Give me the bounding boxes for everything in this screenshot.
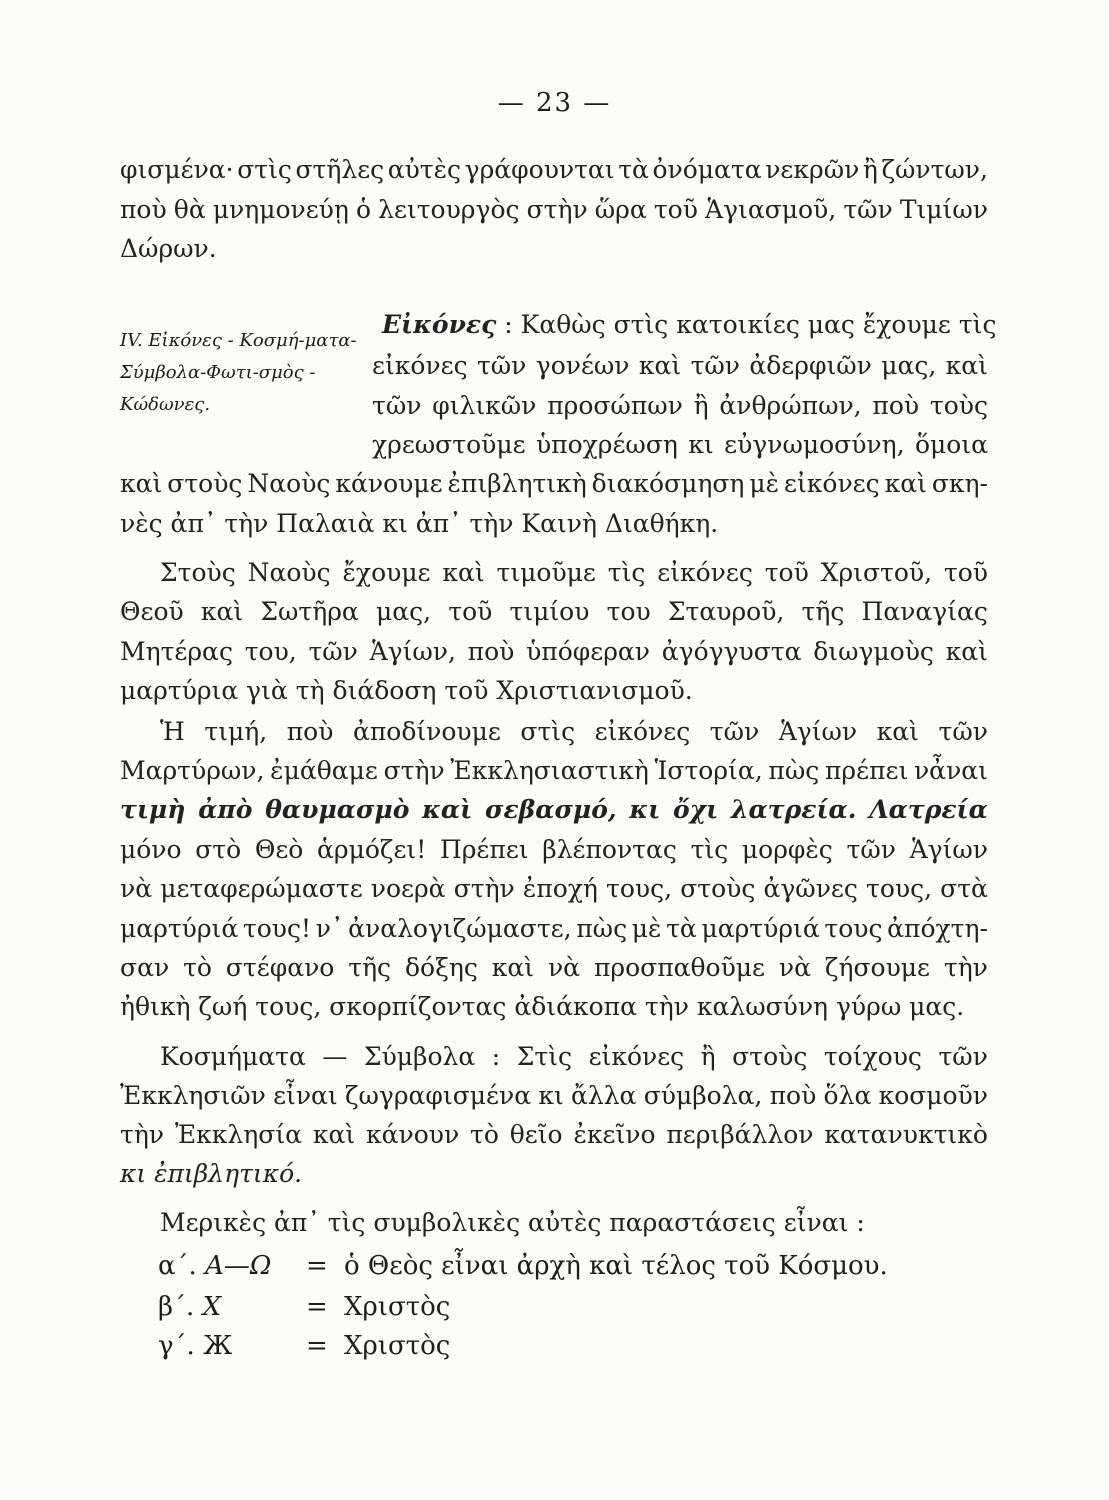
word: Τιμίων — [899, 195, 988, 224]
list-item-sym: Χ — [202, 1292, 222, 1322]
word: στοὺς — [167, 469, 243, 498]
word: ἀπόχτη- — [887, 914, 988, 943]
list-item-meaning: Χριστὸς — [344, 1292, 451, 1322]
word: Ἱστορία, — [654, 756, 763, 785]
word: Χριστοῦ, — [820, 558, 933, 587]
text-line — [120, 1079, 988, 1113]
word: προσπαθοῦμε — [593, 953, 766, 982]
word: ζήσουμε — [824, 953, 930, 982]
word: τιμή, — [204, 717, 268, 746]
word: τοῦ — [943, 558, 988, 587]
word: μνημονεύῃ — [212, 195, 349, 224]
word: ζωγραφισμένα — [344, 1081, 532, 1110]
word: Ἐκκλησιῶν — [120, 1081, 266, 1110]
word: τιμίου — [509, 597, 590, 626]
text-line — [120, 872, 988, 906]
word: τιμὴ — [120, 795, 186, 824]
word: ἀποδίνουμε — [352, 717, 501, 746]
word: Θεοῦ — [120, 597, 184, 626]
word: ποὺ — [467, 637, 515, 666]
word: τῶν — [846, 835, 896, 864]
word: μεταφερώμαστε — [160, 874, 363, 903]
word: ν᾽ — [315, 914, 344, 943]
word: τὶς — [607, 558, 646, 587]
equals-sign: = — [306, 1292, 328, 1322]
side-note: IV. Εἰκόνες - Κοσμή-ματα-Σύμβολα-Φωτι-σμὸς - Κώδωνες. — [120, 330, 357, 415]
word: στὶς — [237, 155, 292, 184]
word: καὶ — [120, 469, 163, 498]
word: πὼς — [576, 914, 628, 943]
text-line: μαρτύρια γιὰ τὴ διάδοση τοῦ Χριστιανισμοῦ. — [120, 676, 693, 705]
word: λειτουργὸς — [378, 195, 520, 224]
word: νοερὰ — [370, 874, 446, 903]
word: τῶν — [372, 391, 422, 420]
word: τους, — [606, 874, 673, 903]
word: γράφουνται — [464, 155, 615, 184]
word: κατανυκτικὸ — [824, 1120, 988, 1149]
text-line: νὲς ἀπ᾽ τὴν Παλαιὰ κι ἀπ᾽ τὴν Καινὴ Διαθήκη. — [120, 509, 719, 538]
list-item-symbol — [158, 1289, 306, 1325]
word: τὸ — [183, 953, 212, 982]
text-line — [120, 193, 988, 227]
word: Ἐκκλησιαστικὴ — [450, 756, 649, 785]
word: τῶν — [308, 637, 358, 666]
word: τῆς — [348, 953, 392, 982]
word: σύμβολα, — [643, 1081, 763, 1110]
word: — — [322, 1042, 348, 1071]
word: εἶναι — [273, 1081, 338, 1110]
word: καὶ — [312, 1120, 356, 1149]
word: βλέποντας — [542, 835, 677, 864]
word: Μαρτύρων, — [120, 756, 265, 785]
word: μας, — [881, 351, 937, 380]
word: στὴν — [526, 195, 588, 224]
word: ἀγῶνες — [763, 874, 858, 903]
word: Ἡ — [160, 717, 185, 746]
word: τοῦ — [764, 558, 809, 587]
word: τους — [824, 914, 883, 943]
word: Κοσμήματα — [160, 1042, 306, 1071]
text-line — [120, 595, 988, 629]
word: Παναγίας — [861, 597, 988, 626]
word: τὴν — [943, 953, 988, 982]
word: Μητέρας — [120, 637, 233, 666]
word: περιβάλλον — [666, 1120, 814, 1149]
word: μαρτύριά — [701, 914, 820, 943]
word: : — [491, 1042, 501, 1071]
word: εἰκόνες — [372, 351, 468, 380]
list-item — [158, 1328, 450, 1364]
word: δόξης — [404, 953, 478, 982]
word: εἰκόνες — [594, 717, 691, 746]
word: ἢ — [862, 155, 878, 184]
word: ὑποχρέωση — [535, 430, 678, 459]
word: ἀπὸ — [198, 795, 253, 824]
word: μας, — [375, 597, 432, 626]
word: ἀγόγγυστα — [661, 637, 802, 666]
word: ποὺ — [872, 391, 920, 420]
word: ἐμάθαμε — [270, 756, 378, 785]
word: ἀδερφιῶν — [749, 351, 872, 380]
text-line — [160, 715, 988, 749]
word: ὅλα — [823, 1081, 872, 1110]
word: αὐτὲς — [387, 155, 462, 184]
word: Σταυροῦ, — [667, 597, 785, 626]
word: ἀναλογιζώμαστε, — [348, 914, 572, 943]
word: ἔχουμε — [342, 558, 431, 587]
word: σκη- — [931, 469, 988, 498]
text-line — [120, 153, 988, 187]
word: τὸ — [470, 1120, 499, 1149]
word: ποὺ — [769, 1081, 817, 1110]
equals-sign: = — [306, 1251, 328, 1281]
word: ὥρα — [594, 195, 647, 224]
word: μορφὲς — [741, 835, 833, 864]
word: εἰκόνες — [657, 558, 753, 587]
word: ἐκεῖνο — [573, 1120, 656, 1149]
list-item — [158, 1248, 888, 1284]
word: τῶν — [843, 195, 893, 224]
word: στῆλες — [295, 155, 385, 184]
text-line: Δώρων. — [120, 234, 217, 263]
word: νἆναι — [913, 756, 988, 785]
word: λατρεία. — [731, 795, 857, 824]
word: πρέπει — [824, 756, 909, 785]
text-line — [120, 912, 988, 946]
word: Ἁγιασμοῦ, — [705, 195, 837, 224]
word: μὲ — [749, 469, 780, 498]
word: ἐπιβλητικὴ — [447, 469, 587, 498]
text-line — [120, 1118, 988, 1152]
word: Ναοὺς — [247, 558, 331, 587]
word: ὁ — [355, 195, 372, 224]
word: θεῖο — [509, 1120, 563, 1149]
word: τους, — [865, 874, 933, 903]
word: στοὺς — [732, 1042, 808, 1071]
word: Σωτῆρα — [260, 597, 359, 626]
word: ζώντων, — [881, 155, 988, 184]
word: Ἁγίων — [909, 835, 988, 864]
word: σαν — [120, 953, 170, 982]
word: τῶν — [476, 351, 527, 380]
word: Στοὺς — [160, 558, 236, 587]
word: νεκρῶν — [765, 155, 860, 184]
text-line: ἠθικὴ ζωή τους, σκορπίζοντας ἀδιάκοπα τὴν καλωσύνη γύρω μας. — [120, 992, 965, 1021]
list-item-sym: Ж — [203, 1331, 233, 1361]
text-line — [160, 1040, 988, 1074]
word: φιλικῶν — [432, 391, 537, 420]
word: νὰ — [547, 953, 581, 982]
word: Ἐκκλησία — [174, 1120, 303, 1149]
word: καὶ — [945, 351, 988, 380]
text-line — [372, 428, 988, 462]
word: σεβασμό, — [485, 795, 617, 824]
word: ἢ — [700, 1042, 716, 1071]
word: ποὺ — [286, 717, 334, 746]
word: καὶ — [638, 351, 682, 380]
word: καὶ — [200, 597, 244, 626]
word: τὰ — [666, 914, 697, 943]
word: νὰ — [778, 953, 812, 982]
word: τοῦ — [448, 597, 493, 626]
word: θὰ — [173, 195, 206, 224]
word: τῆς — [801, 597, 845, 626]
text-line — [120, 754, 988, 788]
word: μόνο — [120, 835, 182, 864]
word: Θεὸ — [254, 835, 304, 864]
word: Ναοὺς — [247, 469, 331, 498]
word: του — [606, 597, 651, 626]
text-line — [120, 635, 988, 669]
word: ὄχι — [673, 795, 719, 824]
list-item-symbol — [158, 1248, 306, 1284]
word: τοὺς — [929, 391, 988, 420]
word: προσώπων — [547, 391, 683, 420]
word: πὼς — [768, 756, 820, 785]
word: στὴν — [383, 756, 445, 785]
word: καὶ — [945, 637, 988, 666]
text-line — [160, 556, 988, 590]
word: εἰκόνες — [784, 469, 880, 498]
word: ὅμοια — [914, 430, 988, 459]
text-line — [120, 833, 988, 867]
text-line — [120, 951, 988, 985]
word: εἰκόνες — [588, 1042, 685, 1071]
word: τὰ — [618, 155, 649, 184]
word: στὸ — [195, 835, 242, 864]
word: κι — [538, 1081, 564, 1110]
word: καὶ — [876, 717, 919, 746]
word: στοὺς — [680, 874, 756, 903]
list-item-number: α΄. — [158, 1251, 197, 1281]
list-item — [158, 1289, 450, 1325]
list-item-meaning: Χριστὸς — [344, 1331, 451, 1361]
word: καὶ — [884, 469, 927, 498]
word: καὶ — [442, 558, 485, 587]
word: ἢ — [693, 391, 709, 420]
word: τιμοῦμε — [496, 558, 596, 587]
word: στὴν — [453, 874, 515, 903]
list-item-number: β΄. — [158, 1292, 195, 1322]
word: φισμένα· — [120, 155, 234, 184]
text-line-emphasis — [120, 793, 988, 827]
word: στὶς — [520, 717, 576, 746]
word: τὶς — [690, 835, 729, 864]
word: ἀνθρώπων, — [719, 391, 862, 420]
word: τῶν — [938, 717, 988, 746]
text-line — [382, 308, 997, 342]
word: διακόσμηση — [591, 469, 745, 498]
word: ἐποχή — [522, 874, 598, 903]
word: χρεωστοῦμε — [372, 430, 526, 459]
word: ὑπόφεραν — [526, 637, 651, 666]
word: ὀνόματα — [652, 155, 762, 184]
text-span: : Καθὼς στὶς κατοικίες μας ἔχουμε τὶς — [504, 310, 997, 339]
word: εὐγνωμοσύνη, — [724, 430, 905, 459]
word: κοσμοῦν — [878, 1081, 988, 1110]
word: τὴν — [120, 1120, 165, 1149]
word: τῶν — [938, 1042, 988, 1071]
text-line — [120, 467, 988, 501]
word: του, — [244, 637, 297, 666]
text-line — [372, 349, 988, 383]
word: καὶ — [491, 953, 535, 982]
word: Πρέπει — [439, 835, 529, 864]
text-line: κι ἐπιβλητικό. — [120, 1159, 303, 1188]
word: τῶν — [709, 717, 760, 746]
word: θαυμασμὸ — [265, 795, 410, 824]
page-number: — 23 — — [497, 88, 612, 118]
list-item-number: γ΄. — [158, 1331, 195, 1361]
list-item-meaning: ὁ Θεὸς εἶναι ἀρχὴ καὶ τέλος τοῦ Κόσμου. — [344, 1251, 888, 1281]
word: κάνουμε — [335, 469, 443, 498]
word: κι — [688, 430, 714, 459]
word: Σύμβολα — [363, 1042, 476, 1071]
section-heading: Εἰκόνες — [382, 310, 497, 339]
word: νὰ — [120, 874, 153, 903]
word: κάνουν — [366, 1120, 460, 1149]
word: Ἁγίων — [778, 717, 858, 746]
equals-sign: = — [306, 1331, 328, 1361]
word: ἄλλα — [570, 1081, 637, 1110]
word: γονέων — [535, 351, 630, 380]
word: καὶ — [422, 795, 473, 824]
word: ποὺ — [120, 195, 167, 224]
word: τοῦ — [653, 195, 698, 224]
word: Λατρεία — [869, 795, 988, 824]
list-item-symbol — [158, 1328, 306, 1364]
word: διωγμοὺς — [813, 637, 934, 666]
word: ἁρμόζει! — [317, 835, 427, 864]
word: τῶν — [690, 351, 740, 380]
word: Στὶς — [516, 1042, 573, 1071]
word: κι — [629, 795, 661, 824]
word: τους! — [242, 914, 312, 943]
word: μὲ — [631, 914, 662, 943]
word: μαρτύριά — [120, 914, 239, 943]
text-line: Μερικὲς ἀπ᾽ τὶς συμβολικὲς αὐτὲς παραστάσεις εἶναι : — [160, 1208, 865, 1237]
word: στέφανο — [225, 953, 335, 982]
word: στὰ — [940, 874, 988, 903]
text-line — [372, 389, 988, 423]
word: τοίχους — [823, 1042, 922, 1071]
list-item-sym: Α—Ω — [205, 1251, 272, 1281]
word: Ἁγίων, — [369, 637, 456, 666]
